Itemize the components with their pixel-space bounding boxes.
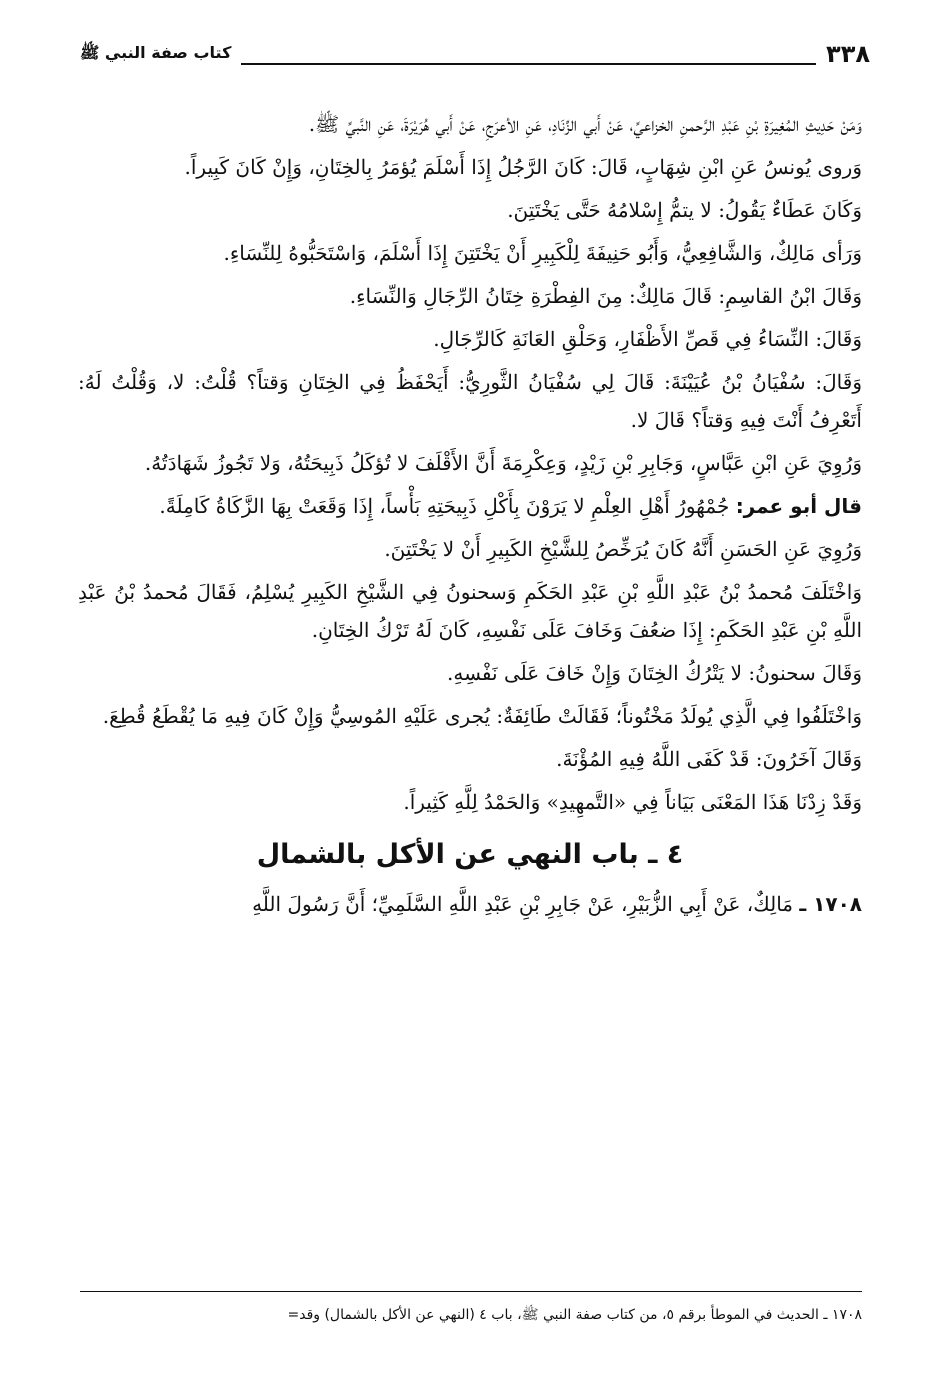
page-number: ٣٣٨	[826, 40, 870, 68]
footnote: ١٧٠٨ ـ الحديث في الموطأ برقم ٥، من كتاب صفة النبي ﷺ، باب ٤ (النهي عن الأكل بالشمال) وقد=	[287, 1307, 862, 1323]
paragraph: وَقَالَ سحنونُ: لا يَتْرُكُ الخِتَانَ وَإِنْ خَافَ عَلَى نَفْسِهِ.	[447, 661, 862, 685]
paragraph: وَقَالَ: سُفْيَانُ بْنُ عُيَيْنَةَ: قَالَ لِي سُفْيَانُ الثَّورِيُّ: أَيَحْفَظُ فِي الخِتَانِ وَقتاً؟ قُلْتُ: لا، وَقُلْتُ لَهُ: أَتَعْرِفُ أَنْتَ فِيهِ وَقتاً؟ قَالَ لا.	[78, 370, 862, 432]
page-header	[80, 38, 870, 70]
abu-umar-text: جُمْهُورُ أَهْلِ العِلْمِ لا يَرَوْنَ بِأَكْلِ ذَبِيحَتِهِ بَأْساً، إِذَا وَقَعَتْ بِهَا الزَّكَاةُ كَامِلَةً.	[159, 494, 730, 518]
main-text	[78, 105, 862, 923]
paragraph: وَقَالَ ابْنُ القاسِمِ: قَالَ مَالِكٌ: مِنَ الفِطْرَةِ خِتَانُ الرِّجَالِ وَالنِّسَاءِ.	[349, 284, 862, 308]
paragraph: وَكَانَ عَطَاءٌ يَقُولُ: لا يتمُّ إِسْلامُهُ حَتَّى يَخْتَتِنَ.	[507, 198, 862, 222]
paragraph: وَروى يُونسُ عَنِ ابْنِ شِهَابٍ، قَالَ: كَانَ الرَّجُلُ إِذَا أَسْلَمَ يُؤمَرُ بِالخِتَانِ، وَإِنْ كَانَ كَبِيراً.	[184, 155, 862, 179]
paragraph: وَقَالَ آخَرُونَ: قَدْ كَفَى اللَّهُ فِيهِ المُؤْنَةَ.	[556, 747, 862, 771]
hadith-text: مَالِكٌ، عَنْ أَبِي الزُّبَيْرِ، عَنْ جَابِرِ بْنِ عَبْدِ اللَّهِ السَّلَمِيِّ؛ أَنَّ رَسُولَ اللَّهِ	[252, 892, 793, 916]
paragraph: وَرُوِيَ عَنِ ابْنِ عَبَّاسٍ، وَجَابِرِ بْنِ زَيْدٍ، وَعِكْرِمَةَ أَنَّ الأَقْلَفَ لا تُؤكَلُ ذَبِيحَتُهُ، وَلا تَجُوزُ شَهَادَتُهُ.	[144, 451, 862, 475]
paragraph: وَاخْتَلَفُوا فِي الَّذِي يُولَدُ مَخْتُوناً؛ فَقَالَتْ طَائِفَةٌ: يُجرى عَلَيْهِ المُوسِيُّ وَإِنْ كَانَ فِيهِ مَا يُقْطَعُ قُطِعَ.	[102, 704, 862, 728]
paragraph: وَاخْتَلَفَ مُحمدُ بْنُ عَبْدِ اللَّهِ بْنِ عَبْدِ الحَكَمِ وَسحنونُ فِي الشَّيْخِ الكَبِيرِ يُسْلِمُ، فَقَالَ مُحمدُ بْنُ عَبْدِ اللَّهِ بْنِ عَبْدِ الحَكَمِ: إِذَا ضعُفَ وَخَافَ عَلَى نَفْسِهِ، كَانَ لَهُ تَرْكُ الخِتَانِ.	[78, 580, 862, 642]
paragraph: وَقَالَ: النِّسَاءُ فِي قَصِّ الأَظْفَارِ، وَحَلْقِ العَانَةِ كَالرِّجَالِ.	[433, 327, 862, 351]
paragraph: وَقَدْ زِدْنَا هَذَا المَعْنَى بَيَاناً فِي «التَّمهِيدِ» وَالحَمْدُ لِلَّهِ كَثِيراً.	[403, 790, 862, 814]
footnote-rule	[80, 1291, 862, 1292]
paragraph: وَمَنْ حَدِيثِ المُغِيرَةِ بْنِ عَبْدِ الرَّحمنِ الخزاعيِّ، عَنْ أَبي الزِّنَادِ، عَنِ الأعرَجِ، عَنْ أَبي هُرَيْرَةَ، عَنِ النَّبيِّ ﷺ.	[308, 112, 862, 136]
paragraph: وَرُوِيَ عَنِ الحَسَنِ أَنَّهُ كَانَ يُرَخِّصُ لِلشَّيْخِ الكَبِيرِ أَنْ لا يَخْتَتِنَ.	[384, 537, 862, 561]
abu-umar-paragraph	[78, 487, 862, 525]
abu-umar-lead: قال أبو عمر:	[735, 494, 862, 518]
hadith-number: ١٧٠٨ ـ	[799, 892, 862, 916]
header-rule	[241, 63, 816, 65]
chapter-heading: ٤ ـ باب النهي عن الأكل بالشمال	[256, 839, 684, 870]
hadith-paragraph	[78, 885, 862, 923]
running-title: كتاب صفة النبي ﷺ	[80, 42, 232, 62]
paragraph: وَرَأى مَالِكٌ، وَالشَّافِعِيُّ، وَأَبُو حَنِيفَةَ لِلْكَبِيرِ أَنْ يَخْتَتِنَ إِذَا أَسْلَمَ، وَاسْتَحَبُّوهُ لِلنِّسَاءِ.	[223, 241, 862, 265]
